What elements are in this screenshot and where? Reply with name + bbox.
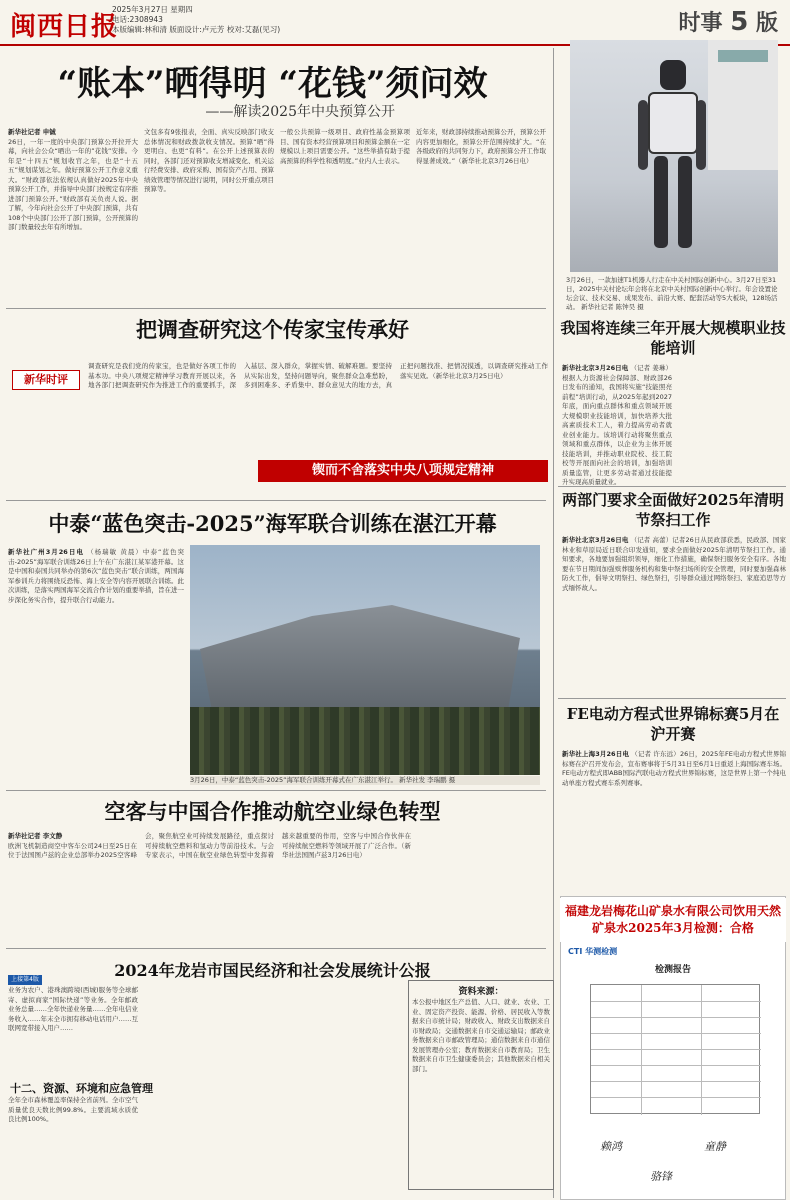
table-row-line <box>591 1017 761 1018</box>
robot-caption <box>566 276 782 312</box>
navy-text: （杨瑞敏 黄晨）中泰“蓝色突击-2025”海军联合训练26日上午在广东湛江某军港开幕。这是中国和泰国共同举办的第6次“蓝色突击”联合训练，两国海军参训兵力将围绕反恐怖、海上安全等内容开展联合训练。此次训练，是落实两国海军交流合作计划的重要举措，旨在进一步深化务实合作，提升联合行动能力。 <box>8 548 184 604</box>
divider <box>6 948 546 949</box>
signature-3: 骆锋 <box>650 1170 672 1183</box>
qingming-text: （记者 高蕾）记者26日从民政部获悉，民政部、国家林业和草原局近日联合印发通知，要求全面做好2025年清明节祭扫工作。通知要求，各地要加强组织领导，细化工作措施，确保祭扫服务安全有序。各地要在节日期间加强殡葬服务机构和集中祭扫场所的安全管理，同时要加强森林防火工作，倡导文明祭扫、绿色祭扫，引导群众通过网络祭扫、家庭追思等方式缅怀故人。 <box>562 536 786 592</box>
robot-photo[interactable] <box>570 40 778 272</box>
contact-phone: 电话:2308943 <box>112 15 163 24</box>
aviation-text: 欧洲飞机制造商空中客车公司24日至25日在位于法国图卢兹的企业总部举办2025空客峰会，聚焦航空业可持续发展路径，重点探讨可持续航空燃料和氢动力等前沿技术。与会专家表示，中国在航空业绿色转型中发挥着越来越重要的作用，空客与中国合作伙伴在可持续航空燃料等领域开展了广泛合作。（新华社法国图卢兹3月26日电） <box>8 832 411 859</box>
robot-arm-left <box>638 100 648 170</box>
section-name: 时事 <box>678 11 723 36</box>
lead-headline[interactable]: “账本”晒得明 “花钱”须问效 <box>57 64 488 104</box>
policy-banner: 锲而不舍落实中央八项规定精神 <box>258 460 548 482</box>
warship <box>200 605 520 715</box>
signature-1: 赖鸿 <box>600 1140 622 1153</box>
robot-torso <box>648 92 698 154</box>
stats-headline[interactable]: 2024年龙岩市国民经济和社会发展统计公报 <box>114 961 431 980</box>
navy-body <box>8 548 184 776</box>
table-row-line <box>591 1081 761 1082</box>
robot-head <box>660 60 686 90</box>
table-row-line <box>591 1097 761 1098</box>
jobs-headline[interactable]: 我国将连续三年开展大规模职业技能培训 <box>560 319 786 357</box>
masthead-info <box>112 5 280 35</box>
investigation-body <box>88 362 548 456</box>
divider <box>6 790 546 791</box>
report-title: 检测报告 <box>654 965 691 975</box>
aviation-byline: 新华社记者 李文静 <box>8 832 63 840</box>
lead-subheadline: ——解读2025年中央预算公开 <box>205 104 395 120</box>
humanoid-robot <box>642 60 702 250</box>
lead-byline: 新华社记者 申铖 <box>8 128 56 136</box>
table-row-line <box>591 1033 761 1034</box>
fe-text: （记者 许东远）26日，2025年FE电动方程式世界锦标赛在沪召开发布会，宣布赛事将于5月31日至6月1日重返上海国际赛车场。FE电动方程式即ABB国际汽联电动方程式世界锦标赛，这是世界上第一个纯电动单座方程式赛车系列赛事。 <box>562 750 786 787</box>
navy-caption-text: 3月26日，中泰“蓝色突击-2025”海军联合训练开幕式在广东湛江举行。 <box>190 776 398 784</box>
continued-tag: 上接第4版 <box>8 975 42 985</box>
resource-body <box>412 998 550 1188</box>
fe-headline[interactable]: FE电动方程式世界锦标赛5月在沪开赛 <box>566 705 780 743</box>
lead-text-4: 近年来，财政部持续推动预算公开，预算公开内容更加细化，预算公开范围持续扩大。“在各级政府的共同努力下，政府预算公开工作取得显著成效。”（新华社北京3月26日电） <box>416 128 546 165</box>
robot-leg-left <box>654 156 668 248</box>
navy-caption <box>190 776 540 785</box>
jobs-column-2 <box>676 364 786 480</box>
qingming-byline: 新华社北京3月26日电 <box>562 536 629 544</box>
jobs-text: （记者 姜琳）根据人力资源社会保障部、财政部26日发布的通知，我国将实施“技能照亮前程”培训行动，从2025年起到2027年底，面向重点群体和重点领域开展大规模职业技能培训，加快培养大批高素质技术工人，着力提高劳动者就业创业能力。该培训行动将聚焦重点领域和重点群体，以企业为主体开展技能培训，并推动职业院校、技工院校等开展面向社会的培训，加强培训质量监管，让更多劳动者通过技能提升实现高质量就业。 <box>562 364 672 486</box>
stats-column-1b <box>8 1096 138 1196</box>
navy-byline: 新华社广州3月26日电 <box>8 548 84 556</box>
qingming-headline[interactable]: 两部门要求全面做好2025年清明节祭扫工作 <box>562 491 784 529</box>
divider <box>6 500 546 501</box>
lead-column-1 <box>8 128 138 308</box>
stats-column-1 <box>8 986 138 1078</box>
robot-leg-right <box>678 156 692 248</box>
aviation-body <box>8 832 548 942</box>
investigation-text: 调查研究是我们党的传家宝，也是做好各项工作的基本功。中央八项规定精神学习教育开展以来，各地各部门把调查研究作为推进工作的重要抓手，深入基层、深入群众，掌握实情、破解难题。要坚持从实际出发，坚持问题导向，聚焦群众急难愁盼，多到困难多、矛盾集中、群众意见大的地方去，真正把问题找准、把情况摸透，以调查研究推动工作落实见效。（新华社北京3月25日电） <box>88 362 548 389</box>
investigation-headline[interactable]: 把调查研究这个传家宝传承好 <box>136 317 409 342</box>
resource-title: 资料来源： <box>458 987 504 997</box>
lead-text-3: 一般公共预算一级项目、政府性基金预算项目、国有资本经营预算项目和预算金额在一定规模以上项目需要公开。“这些举措有助于提高预算的科学性和透明度。”业内人士表示。 <box>280 128 410 165</box>
report-table <box>590 984 760 1114</box>
page-suffix: 版 <box>755 11 778 36</box>
sailors-formation <box>190 707 540 775</box>
table-row-line <box>591 1001 761 1002</box>
ad-headline: 福建龙岩梅花山矿泉水有限公司饮用天然矿泉水2025年3月检测：合格 <box>560 898 786 942</box>
fe-body <box>562 750 786 860</box>
editors-line: 本版编辑:林和清 版面设计:卢元芳 校对:艾磊(见习) <box>112 25 281 34</box>
stats-column-3 <box>276 986 402 1196</box>
fe-byline: 新华社上海3月26日电 <box>562 750 630 758</box>
stats-column-2 <box>144 986 270 1196</box>
qingming-body <box>562 536 786 666</box>
divider <box>558 486 786 487</box>
table-row-line <box>591 1065 761 1066</box>
newspaper-logo[interactable]: 闽西日报 <box>10 12 119 42</box>
jobs-byline: 新华社北京3月26日电 <box>562 364 629 372</box>
lead-column-2 <box>144 128 274 308</box>
table-row-line <box>591 1049 761 1050</box>
lead-column-3 <box>280 128 410 308</box>
issue-date: 2025年3月27日 星期四 <box>112 5 193 14</box>
robot-credit: 新华社记者 陈钟昊 摄 <box>581 303 644 311</box>
stats-section-12: 十二、资源、环境和应急管理 <box>10 1082 153 1095</box>
divider <box>6 308 546 309</box>
table-col-line <box>701 985 702 1115</box>
stats-text: 业务为农户、港珠澳跨境(西城)服务等全球邮寄、虚拟商家“国际快递”等业务。全年邮政业务总量……全年快递业务量……全年电信业务收入……年末全市拥有移动电话用户……互联网宽带接入用户…… <box>8 986 138 1032</box>
robot-caption-text: 3月26日，一款加速T1机器人行走在中关村国际创新中心。3月27日至31日，2025中关村论坛年会将在北京中关村国际创新中心举行。年会设置论坛会议、技术交易、成果发布、前沿大赛、配套活动等5大板块，128场活动。 <box>566 276 778 311</box>
lead-column-4 <box>416 128 546 308</box>
lead-text-2: 文包多有9张报表，全面、真实反映部门收支总体情况和财政拨款收支情况。预算“晒”得更明白、也更“有料”。在公开上述预算表的同时，各部门还对预算收支增减变化、机关运行经费安排、政府采购、国有资产占用、预算绩效管理等情况进行说明，同时公开重点项目预算等。 <box>144 128 274 193</box>
navy-headline[interactable]: 中泰“蓝色突击-2025”海军联合训练在湛江开幕 <box>48 511 497 536</box>
lead-text-1: 26日，一年一度的中央部门预算公开拉开大幕，向社会公众“晒出一年的”花钱”安排。今年是“十四五”规划收官之年，也是“十五五”规划谋划之年。做好预算公开工作意义重大。“财政部依法依规认真做好2025年中央预算公开工作，并指导中央部门按规定有序推进部门预算公开。”财政部有关负责人说。据了解，今年向社会公开了中央部门预算，共有108个中央部门公开了部门预算，公开预算的部门数量较去年有所增加。 <box>8 137 138 231</box>
navy-photo[interactable] <box>190 545 540 775</box>
robot-arm-right <box>696 100 706 170</box>
aviation-headline[interactable]: 空客与中国合作推动航空业绿色转型 <box>104 799 441 824</box>
resource-text: 本公报中地区生产总值、人口、就业、农业、工业、固定资产投资、能源、价格、居民收入等数据来自市统计局；财政收入、财政支出数据来自市财政局；交通数据来自市交通运输局；邮政业务数据来自市邮政管理局；通信数据来自市通信发展管理办公室；教育数据来自市教育局；卫生数据来自市卫生健康委员会；其他数据来自相关部门。 <box>412 998 550 1073</box>
stats-text-2: 全年全市森林覆盖率保持全省前列。全市空气质量优良天数比例99.8%。主要流域水质优良比例100%。 <box>8 1096 138 1123</box>
signature-2: 童静 <box>704 1140 726 1153</box>
navy-credit: 新华社发 李瑞鹏 摄 <box>399 776 456 784</box>
page-number: 5 <box>730 7 749 37</box>
background-sign <box>718 50 768 62</box>
lab-logo: CTI 华测检测 <box>568 947 618 956</box>
divider <box>558 698 786 699</box>
jobs-column-1 <box>562 364 672 486</box>
commentary-label: 新华时评 <box>12 370 80 390</box>
table-col-line <box>641 985 642 1115</box>
section-label <box>679 6 778 37</box>
